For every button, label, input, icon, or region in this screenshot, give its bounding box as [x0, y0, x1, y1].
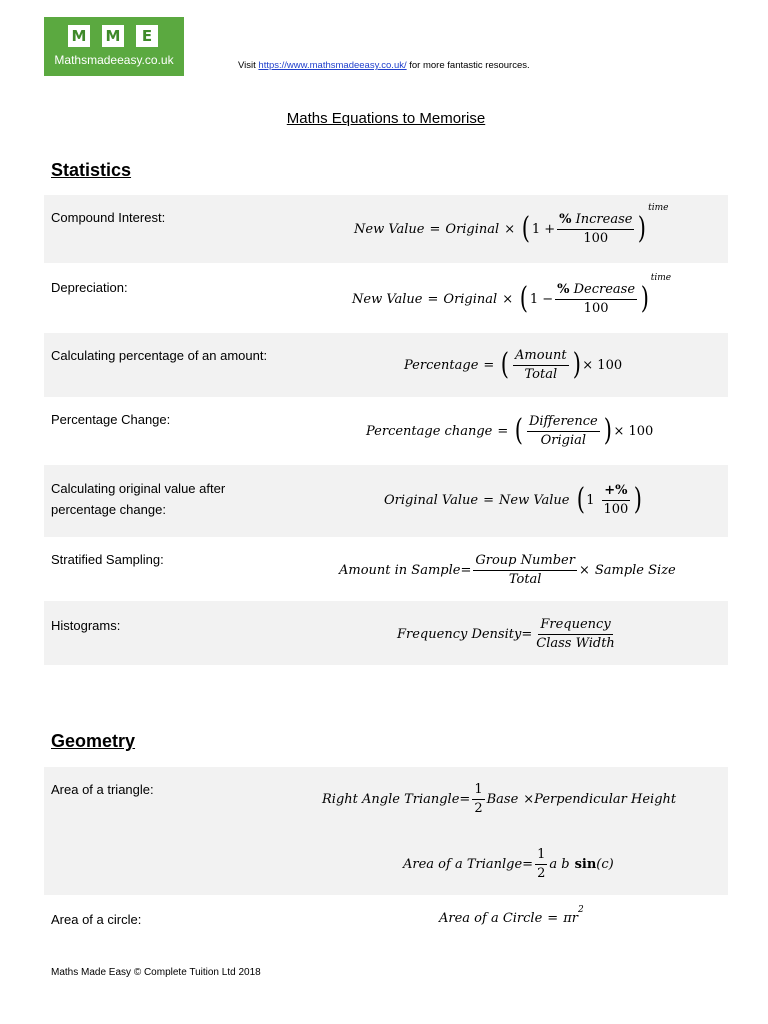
formula-label: Area of a triangle:: [51, 782, 154, 797]
fraction-denominator: Total: [524, 366, 558, 382]
formula-area-of-circle: [439, 905, 584, 931]
formula-row-area-of-triangle: [44, 767, 728, 895]
logo-letter: M: [68, 25, 90, 47]
eq-sign: =: [429, 221, 441, 237]
formula-row-area-of-circle: [44, 895, 728, 945]
fraction-numerator: Amount: [513, 348, 569, 366]
formula-label: Calculating percentage of an amount:: [51, 348, 268, 363]
formula-compound-interest: New Value = Original × ( 1 + $\frac{\text{\% Increase}}{100}$ ) time: [354, 203, 669, 246]
eq-term: 1 +: [531, 221, 556, 237]
eq-term: × 100: [582, 357, 623, 373]
fraction-numerator: 1: [472, 782, 484, 800]
eq-sign: ×: [523, 791, 535, 807]
exponent: 2: [577, 905, 584, 915]
fraction-numerator: Difference: [527, 414, 600, 432]
formula-stratified-sampling: [339, 546, 676, 594]
fraction: [535, 847, 547, 882]
formula-row-compound-interest: [44, 195, 728, 263]
fraction-denominator: 100: [603, 501, 629, 517]
eq-sign: =: [521, 626, 533, 642]
fraction: [557, 212, 634, 247]
formula-label: Area of a circle:: [51, 912, 142, 927]
exponent: time: [648, 203, 669, 213]
logo-letter: E: [136, 25, 158, 47]
logo-site-text: Mathsmadeeasy.co.uk: [54, 53, 174, 67]
formula-row-percentage-change: [44, 397, 728, 465]
fraction-numerator: 1: [535, 847, 547, 865]
fraction: [555, 282, 637, 317]
formula-label: Compound Interest:: [51, 210, 166, 225]
eq-term: Original Value: [384, 492, 479, 508]
page-title: Maths Equations to Memorise: [286, 110, 486, 127]
fraction-denominator: Class Width: [536, 635, 615, 651]
fraction: [513, 348, 569, 383]
formula-depreciation: New Value = Original × ( 1 − $\frac{\text{\% Decrease}}{100}$ ) time: [352, 273, 672, 316]
eq-sign: =: [483, 357, 495, 373]
formula-right-angle-triangle: [322, 775, 676, 823]
fraction-denominator: 100: [583, 300, 609, 316]
mme-logo: [44, 17, 184, 76]
fraction-numerator: Decrease: [573, 281, 636, 297]
eq-sign: =: [459, 791, 471, 807]
formula-row-stratified-sampling: [44, 537, 728, 601]
eq-sign: ×: [502, 291, 514, 307]
visit-line: [238, 60, 530, 71]
fraction-denominator: 2: [537, 865, 546, 881]
eq-term: Original: [443, 291, 498, 307]
eq-sign: =: [547, 910, 559, 926]
fraction-numerator: Group Number: [473, 553, 577, 571]
eq-term: 1 −: [529, 291, 554, 307]
formula-row-depreciation: [44, 263, 728, 333]
eq-term: Frequency Density: [397, 626, 522, 642]
eq-term: (c): [596, 856, 614, 872]
fraction-denominator: 2: [474, 800, 483, 816]
exponent: time: [650, 273, 672, 283]
fraction: [602, 483, 631, 518]
fraction: [473, 553, 577, 588]
eq-sign: =: [460, 562, 472, 578]
fraction-numerator: Increase: [575, 211, 633, 227]
fraction-numerator: Frequency: [538, 617, 612, 635]
footer-copyright: Maths Made Easy © Complete Tuition Ltd 2018: [51, 967, 261, 978]
eq-term: New Value: [499, 492, 570, 508]
formula-label: Percentage Change:: [51, 412, 171, 427]
eq-sign: =: [483, 492, 494, 508]
percent-sign: %: [559, 211, 572, 227]
fraction: [534, 617, 617, 652]
eq-sign: =: [427, 291, 439, 307]
formula-row-percentage-of-amount: [44, 333, 728, 397]
section-heading-geometry: Geometry: [51, 731, 136, 751]
eq-term: Base: [486, 791, 519, 807]
fraction-denominator: Total: [508, 571, 542, 587]
eq-term: πr: [563, 910, 578, 926]
fraction: [527, 414, 600, 449]
formula-row-histograms: [44, 601, 728, 665]
formula-percentage-of-amount: Percentage = ( $\frac{\text{Amount}}{\text{Total}}$ ) × 100: [404, 347, 623, 382]
sin-function: sin: [574, 856, 597, 872]
eq-term: Sample Size: [594, 562, 676, 578]
eq-term: New Value: [352, 291, 423, 307]
formula-original-value: Original Value = New Value ( 1 $\frac{+\%}{100}$ ): [384, 482, 643, 517]
formula-percentage-change: Percentage change = ( $\frac{\text{Difference}}{\text{Origial}}$ ) × 100: [366, 413, 654, 448]
eq-sign: ×: [504, 221, 516, 237]
visit-suffix: for more fantastic resources.: [406, 60, 530, 71]
eq-term: 1: [586, 492, 595, 508]
eq-term: a b: [549, 856, 570, 872]
formula-label: Depreciation:: [51, 280, 128, 295]
fraction-denominator: 100: [583, 230, 609, 246]
fraction-numerator: +%: [602, 483, 629, 501]
eq-term: Original: [445, 221, 500, 237]
section-heading-statistics: Statistics: [51, 160, 132, 180]
eq-term: Percentage: [404, 357, 479, 373]
eq-sign: ×: [578, 562, 590, 578]
formula-row-original-value: [44, 465, 728, 537]
eq-term: New Value: [354, 221, 425, 237]
eq-sign: =: [522, 856, 534, 872]
eq-term: Area of a Trianlge: [403, 856, 523, 872]
formula-general-triangle: [403, 840, 614, 888]
formula-label: Histograms:: [51, 618, 121, 633]
eq-term: × 100: [613, 423, 654, 439]
eq-term: Amount in Sample: [339, 562, 461, 578]
formula-histograms: [397, 610, 619, 658]
eq-term: Right Angle Triangle: [322, 791, 460, 807]
fraction-denominator: Origial: [540, 432, 587, 448]
eq-sign: =: [497, 423, 509, 439]
eq-term: Percentage change: [366, 423, 493, 439]
visit-prefix: Visit: [238, 60, 259, 71]
logo-letter: M: [102, 25, 124, 47]
percent-sign: %: [557, 281, 570, 297]
formula-label: Calculating original value after percentage change:: [51, 481, 226, 517]
eq-term: Perpendicular Height: [534, 791, 677, 807]
fraction: [472, 782, 484, 817]
eq-term: Area of a Circle: [439, 910, 543, 926]
formula-label: Stratified Sampling:: [51, 552, 164, 567]
website-link[interactable]: https://www.mathsmadeeasy.co.uk/: [258, 60, 407, 71]
